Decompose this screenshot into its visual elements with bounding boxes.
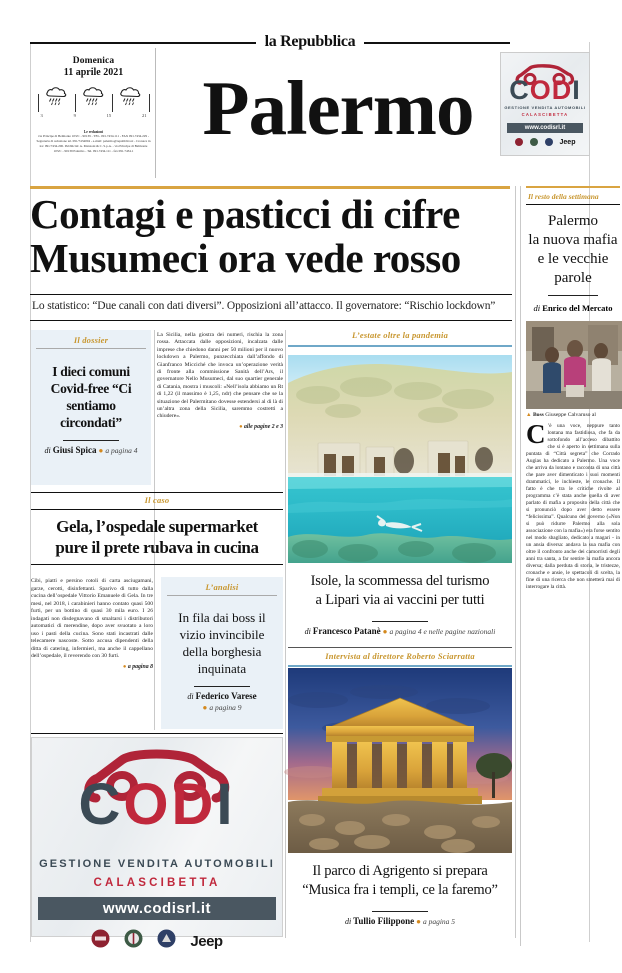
codi-brand-logos xyxy=(32,929,282,953)
lipari-photo xyxy=(288,355,512,563)
center-top-caption xyxy=(288,572,512,610)
drop-cap: C xyxy=(526,419,546,449)
weather-hour: 3 xyxy=(40,113,43,118)
column-divider xyxy=(515,186,516,938)
fineprint-title: Le redazioni xyxy=(83,130,104,134)
weather-divider xyxy=(149,94,150,112)
edition-title-zone xyxy=(158,48,518,178)
codi-letter-o: O xyxy=(123,772,172,837)
agrigento-photo xyxy=(288,668,512,853)
person-figure xyxy=(543,347,561,393)
bullet-icon: ● xyxy=(122,663,127,670)
dossier-page-ref: a pagina 4 xyxy=(105,446,138,455)
weather-divider xyxy=(112,94,113,112)
weather-day: Domenica xyxy=(72,56,115,66)
analisi-kicker-rule xyxy=(167,595,277,596)
center-bottom-kicker-rule xyxy=(288,665,512,667)
codi-tagline: GESTIONE VENDITA AUTOMOBILI xyxy=(39,858,275,870)
section-divider xyxy=(31,733,283,734)
publication-logo[interactable]: la Repubblica xyxy=(256,33,365,51)
caso-body-text: Cibi, piatti e persino rotoli di carta asciugamani, garze, cerotti, disinfettanti. Sparivo di tutto dalla cucina dell’ospedale Vittorio Emanuele di Gela. In tre mesi, nel 2018, i carabinieri hanno contato quasi 500 furti, per un bottino di quasi 30 mila euro. I 26 indagati non disdegnavano di smaltarsi i distributori automatici di merendine, dopo aver svuotato a loro uso i pasti della cucina. Sono stati incastrati dalle telecamere nascoste. Sotto accusa dipendenti della ditta di catering, infermieri, ma anche il cappellano dell’ospedale, il reverendo con 30 furti. xyxy=(31,578,153,659)
lead-headline-line2: Musumeci ora vede rosso xyxy=(30,235,461,281)
page-title: Palermo xyxy=(202,65,474,151)
analisi-page-ref: a pagina 9 xyxy=(209,703,242,712)
center-top-byline-rule xyxy=(372,621,428,622)
bullet-icon: ▲ xyxy=(526,412,532,418)
ad-url[interactable]: www.codisrl.it xyxy=(507,123,583,133)
analisi-page-ref-wrap xyxy=(167,703,277,712)
right-column-body-text: ’è una voce, neppure tanto lontana ma fastidiosa, che fa da sottofondo all’acceso dibattito che si è aperto in settimana sulla puntata di “Città segreta” che Corrado Augias ha dedicato a Palermo. Una voce che arriva da lontano e racconta di una città che pare aver dimenticato i suoi momenti drammatici, le inchieste, le cronache. Il fatto è che tra le critiche rivolte al programma c’è stata anche quella di aver parlato di mafia a proposito della città che si pronunciò dopo aver detto essere “felicissima”. Qualcuno del governo («Non si può ridurre Palermo alla sola associazione con la mafia») era forse sentito nel modo sbagliato, dedicato a magari - in un ansia diversa: andava la sua mafia con oltre il confronto anche dei camorristi degli anni tra santa, a far sentire la mafia ancora diversa; dalla perduta di storia, le tristezze, cronache e ansie, le spettacoli di scelta, la fine di una ricerca che non smetterà mai di interrogare la città. xyxy=(526,423,620,590)
analisi-kicker: L’analisi xyxy=(205,582,239,592)
right-column-body xyxy=(526,419,620,591)
weather-hours xyxy=(41,113,147,118)
right-column-author[interactable]: Enrico del Mercato xyxy=(542,303,613,313)
lipari-coast-illustration xyxy=(288,355,512,563)
analisi-box[interactable] xyxy=(161,577,283,729)
lead-page-ref-text: alle pagine 2 e 3 xyxy=(244,423,283,430)
codi-wordmark xyxy=(32,772,282,837)
codi-letter-d: D xyxy=(171,772,217,837)
right-column-headline-l4: parole xyxy=(554,270,592,286)
bullet-icon: ● xyxy=(416,917,421,926)
caso-page-ref-text: a pagina 8 xyxy=(127,663,153,670)
byline-prefix: di xyxy=(533,303,541,313)
masthead-fineprint xyxy=(32,130,155,154)
weather-hour: 15 xyxy=(106,113,112,118)
center-bottom-caption-line1: Il parco di Agrigento si prepara xyxy=(312,863,488,879)
temple-of-concordia-illustration xyxy=(288,668,512,853)
right-column-kicker: Il resto della settimana xyxy=(528,192,599,201)
weather-hour: 9 xyxy=(73,113,76,118)
alfa-romeo-logo-icon xyxy=(124,929,143,953)
jeep-logo-icon: Jeep xyxy=(190,932,223,950)
right-column-byline xyxy=(526,303,620,313)
weather-box xyxy=(32,48,156,178)
lead-headline-line1: Contagi e pasticci di cifre xyxy=(30,191,460,237)
center-top-kicker-rule xyxy=(288,345,512,347)
caso-block xyxy=(31,495,283,565)
dossier-kicker-rule xyxy=(36,348,146,349)
dossier-kicker: Il dossier xyxy=(73,335,109,345)
center-top-kicker: L’estate oltre la pandemia xyxy=(351,330,449,340)
ad-brand-name: CODI xyxy=(509,75,581,105)
top-banner-ad[interactable] xyxy=(500,52,590,156)
fineprint-body: via Principe di Belmonte 103/C - 90139 - TEL. 091.7434.111 - FAX 091.7434.229 - Segreteria di redazione tel. 091/7434004 - e-mail: palermo@repubblica.it - Cronaca in tre: 091/7434.206. Pubblicità: A. Manzoni & C. S.p.A. - via Principe di Belmonte 103/C - 90139 Palermo - Tel. 091.7434.111 - fax 091.7434.1 xyxy=(36,134,151,153)
center-top-byline-wrap xyxy=(288,612,512,636)
abarth-logo-icon xyxy=(157,929,176,953)
center-bottom-kicker-rule-top xyxy=(288,647,512,648)
center-top-author[interactable]: Francesco Patanè xyxy=(312,626,381,636)
center-top-page-ref: a pagina 4 e nelle pagine nazionali xyxy=(389,627,496,636)
weather-divider xyxy=(38,94,39,112)
analisi-byline-rule xyxy=(194,686,250,687)
abarth-logo-icon xyxy=(545,138,553,146)
analisi-byline xyxy=(167,691,277,701)
dossier-author[interactable]: Giusi Spica xyxy=(52,445,97,455)
dossier-headline: I dieci comuni Covid-free “Ci sentiamo circondati” xyxy=(50,364,132,430)
person-figure xyxy=(564,340,586,397)
lead-page-ref xyxy=(157,424,283,431)
center-bottom-caption xyxy=(288,862,512,900)
codi-letter-c: C xyxy=(78,772,124,837)
caso-headline-line2: pure il prete rubava in cucina xyxy=(55,538,259,557)
caso-kicker: Il caso xyxy=(144,495,170,505)
lead-headline-block xyxy=(30,192,515,280)
center-top-kicker-wrap xyxy=(288,330,512,347)
subhead-rule-bottom xyxy=(30,320,512,321)
bullet-icon: ● xyxy=(382,627,388,636)
byline-prefix: di xyxy=(44,446,51,455)
center-top-caption-line2: a Lipari via ai vaccini per tutti xyxy=(315,592,485,608)
right-column-kicker-rule xyxy=(526,204,620,205)
caso-page-ref xyxy=(31,664,153,672)
weather-date: 11 aprile 2021 xyxy=(63,67,124,78)
lead-story-body xyxy=(157,332,283,431)
masthead xyxy=(0,0,620,182)
center-bottom-byline-rule xyxy=(372,911,428,912)
caso-rule xyxy=(31,564,283,565)
photo-caption-label: Boss xyxy=(532,412,544,418)
byline-prefix: di xyxy=(187,692,194,701)
codi-letter-i: I xyxy=(216,772,236,837)
jeep-logo-icon: Jeep xyxy=(559,138,576,146)
rain-cloud-icon xyxy=(80,85,108,112)
center-bottom-page-ref: a pagina 5 xyxy=(422,917,456,926)
fiat-logo-icon xyxy=(515,138,523,146)
byline-prefix: di xyxy=(344,917,352,926)
codi-website-url[interactable]: www.codisrl.it xyxy=(38,897,276,920)
fiat-logo-icon xyxy=(91,929,110,953)
caso-body xyxy=(31,578,153,671)
lead-body-text: La Sicilia, nella giostra dei numeri, rischia la zona rossa. Attaccata dalle opposizioni, incalzata dalle imprese che chiedono danni per 50 milioni per il nuovo lockdown a Palermo, punzecchiata dall’affondo di Gianfranco Micciché che invoca un’operazione verità di fronte alla commissione Sanità dell’Ars, il governatore Nello Musumeci, dal suo quartier generale di Catania, mostra i muscoli: «Nell’isola abbiamo un Rt di 1,22 (il massimo è 1,25, ndr) che pensare che se la situazione del Palermitano dovesse estendersi al di là di un’altra zona della Sicilia, saremmo costretti a chiudere». xyxy=(157,332,283,420)
dossier-byline-rule xyxy=(63,440,119,441)
codi-logo xyxy=(32,738,282,862)
ad-brand-logos xyxy=(501,138,589,146)
center-top-caption-line1: Isole, la scommessa del turismo xyxy=(310,573,490,589)
analisi-headline: In fila dai boss il vizio invincibile della borghesia inquinata xyxy=(178,610,266,676)
section-divider xyxy=(31,492,283,493)
right-column-byline-rule xyxy=(548,295,598,296)
boss-photo-caption xyxy=(526,412,620,418)
ad-tagline: GESTIONE VENDITA AUTOMOBILI xyxy=(504,105,586,110)
center-top-byline xyxy=(288,626,512,636)
right-column xyxy=(520,186,620,946)
center-bottom-byline xyxy=(288,916,512,926)
boss-photo xyxy=(526,321,622,409)
center-bottom-kicker-wrap xyxy=(288,644,512,667)
rain-cloud-icon xyxy=(43,85,71,112)
byline-prefix: di xyxy=(304,627,311,636)
dossier-box[interactable] xyxy=(31,330,151,485)
right-column-inner xyxy=(520,186,620,946)
right-column-headline-l1: Palermo xyxy=(548,213,598,229)
right-column-headline-l2: la nuova mafia xyxy=(528,232,618,248)
analisi-author[interactable]: Federico Varese xyxy=(195,691,257,701)
bullet-icon: ● xyxy=(98,446,104,455)
center-bottom-caption-line2: “Musica fra i templi, ce la faremo” xyxy=(302,882,498,898)
right-column-headline-l3: e le vecchie xyxy=(537,251,609,267)
caso-headline-line1: Gela, l’ospedale supermarket xyxy=(56,517,258,536)
weather-icons xyxy=(32,85,155,112)
dossier-byline xyxy=(36,445,146,455)
center-bottom-kicker: Intervista al direttore Roberto Sciarratta xyxy=(325,651,475,661)
weather-hour: 21 xyxy=(141,113,147,118)
lead-subhead: Lo statistico: “Due canali con dati diversi”. Opposizioni all’attacco. Il governatore: “Rischio lockdown” xyxy=(32,300,496,312)
center-bottom-author[interactable]: Tullio Filippone xyxy=(353,916,415,926)
center-bottom-byline-wrap xyxy=(288,902,512,926)
headline-top-rule xyxy=(30,186,510,189)
photo-caption-text: Giuseppe Calvaruso al xyxy=(545,412,596,418)
ad-location: CALASCIBETTA xyxy=(521,112,569,117)
codi-location: CALASCIBETTA xyxy=(93,877,221,889)
rain-cloud-icon xyxy=(117,85,145,112)
weather-divider xyxy=(75,94,76,112)
bullet-icon: ● xyxy=(202,703,208,712)
codi-advertisement[interactable] xyxy=(31,737,283,950)
subhead-rule-top xyxy=(30,294,512,295)
caso-kicker-rule xyxy=(31,509,283,510)
column-divider xyxy=(285,330,286,938)
bullet-icon: ● xyxy=(239,423,243,430)
street-scene-illustration xyxy=(526,321,622,409)
alfa-romeo-logo-icon xyxy=(530,138,538,146)
